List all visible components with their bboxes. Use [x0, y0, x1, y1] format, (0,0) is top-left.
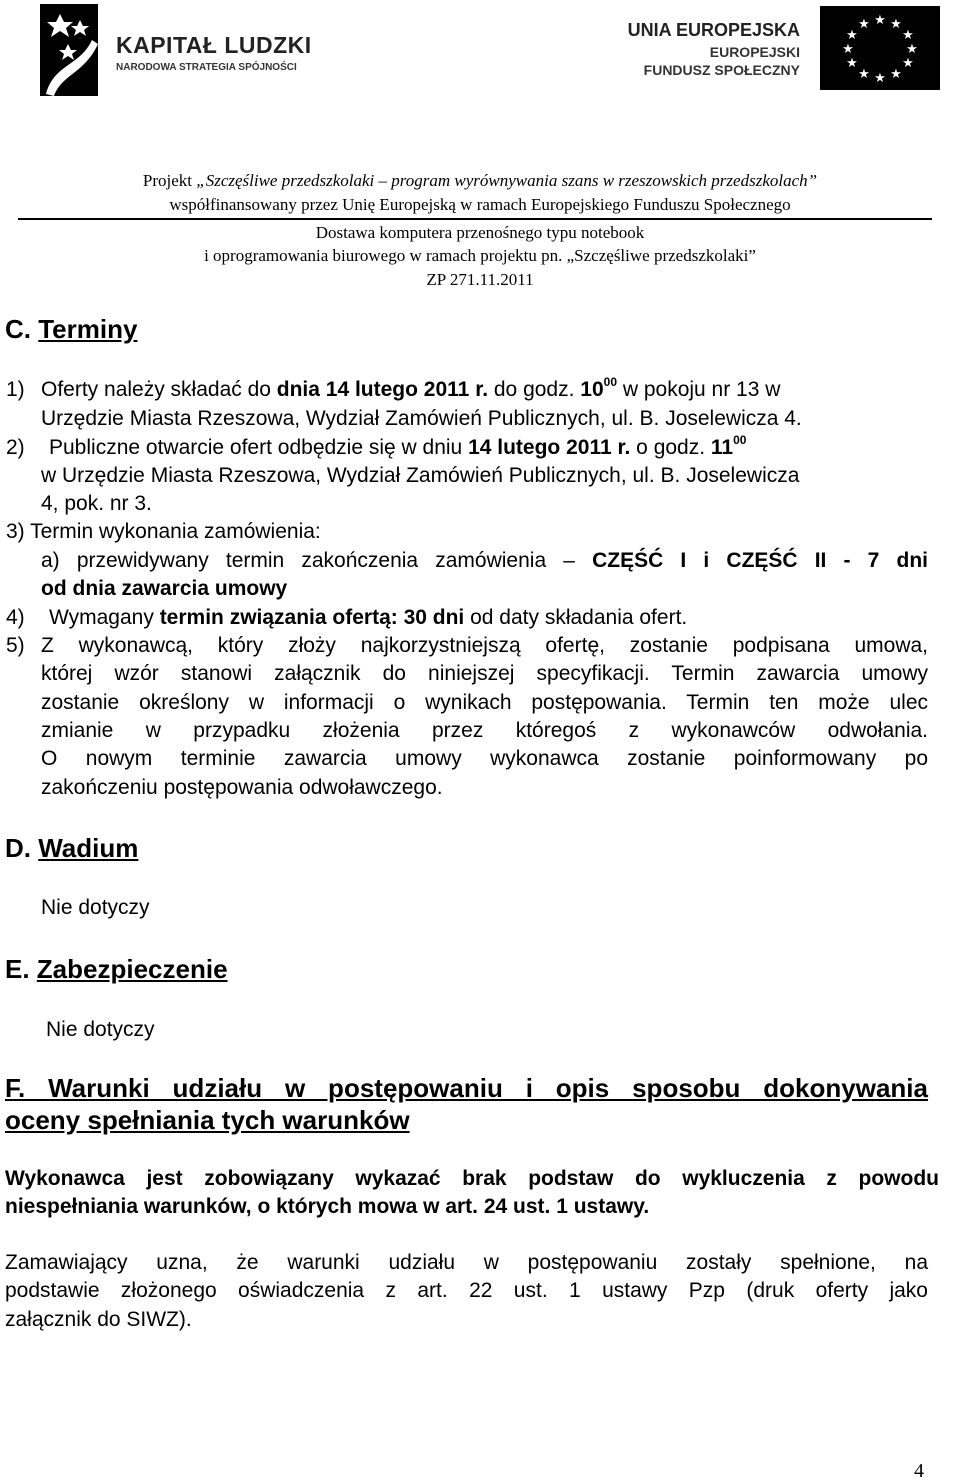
- c-item-5-line-1: Z wykonawcą, który złoży najkorzystniejszą ofertę, zostanie podpisana umowa,: [41, 634, 928, 657]
- section-f-p1-line-2: niespełniania warunków, o których mowa w art. 24 ust. 1 ustawy.: [5, 1195, 650, 1218]
- reference-number: ZP 271.11.2011: [426, 270, 534, 289]
- c-item-1-number: 1): [6, 378, 25, 401]
- c-item-2-line-3: 4, pok. nr 3.: [41, 492, 152, 515]
- c-item-5-line-3: zostanie określony w informacji o wynikach postępowania. Termin ten może ulec: [41, 691, 928, 714]
- project-prefix: Projekt: [142, 171, 197, 190]
- svg-text:★: ★: [846, 28, 858, 43]
- c-item-5-line-2: której wzór stanowi załącznik do niniejszej specyfikacji. Termin zawarcia umowy: [41, 662, 928, 685]
- delivery-line-2: i oprogramowania biurowego w ramach projektu pn. „Szczęśliwe przedszkolaki”: [204, 246, 756, 265]
- c-item-3-line-1: 3) Termin wykonania zamówienia:: [6, 520, 321, 543]
- svg-text:★: ★: [874, 71, 886, 86]
- eu-line1: UNIA EUROPEJSKA: [627, 20, 800, 40]
- section-e-body: Nie dotyczy: [46, 1018, 155, 1041]
- c-item-1-line-1: Oferty należy składać do dnia 14 lutego 2011 r. do godz. $10^{00}$ w pokoju nr 13 w: [41, 375, 781, 401]
- section-d-heading: [5, 833, 138, 864]
- c-item-5-line-6: zakończeniu postępowania odwoławczego.: [41, 776, 443, 799]
- section-d-body: Nie dotyczy: [41, 896, 150, 919]
- kapital-ludzki-emblem: [40, 4, 102, 96]
- section-c-title: Terminy: [38, 314, 138, 344]
- c-item-5-line-4: zmianie w przypadku złożenia przez któregoś z wykonawców odwołania.: [41, 719, 928, 742]
- section-f-p2-line-1: Zamawiający uzna, że warunki udziału w postępowaniu zostały spełnione, na: [5, 1251, 928, 1274]
- section-f-p1-line-1: Wykonawca jest zobowiązany wykazać brak podstaw do wykluczenia z powodu: [5, 1167, 939, 1190]
- project-name: „Szczęśliwe przedszkolaki – program wyrównywania szans w rzeszowskich przedszkolach”: [196, 171, 818, 190]
- section-d-letter: D.: [5, 833, 39, 863]
- svg-text:★: ★: [846, 56, 858, 71]
- section-f-title-line-2: oceny spełniania tych warunków: [5, 1105, 410, 1135]
- section-c-heading: [5, 314, 137, 345]
- eu-flag: [820, 6, 940, 90]
- kl-subtitle: NARODOWA STRATEGIA SPÓJNOŚCI: [116, 62, 297, 73]
- c-item-2-line-1: Publiczne otwarcie ofert odbędzie się w dniu 14 lutego 2011 r. o godz. $11^{00}$: [49, 433, 747, 459]
- kapital-ludzki-logo: [40, 4, 312, 96]
- section-f-p2-line-3: załącznik do SIWZ).: [5, 1308, 192, 1331]
- c-item-2-number: 2): [6, 436, 25, 459]
- c-item-3-line-3: od dnia zawarcia umowy: [41, 577, 288, 600]
- section-d-title: Wadium: [38, 833, 139, 863]
- section-c-letter: C.: [5, 314, 39, 344]
- c-item-5-number: 5): [6, 634, 25, 657]
- section-e-title: Zabezpieczenie: [36, 954, 228, 984]
- svg-text:★: ★: [858, 17, 870, 32]
- svg-text:★: ★: [858, 67, 870, 82]
- page-number: 4: [914, 1460, 924, 1482]
- section-f-title-line-1: F. Warunki udziału w postępowaniu i opis sposobu dokonywania: [5, 1073, 928, 1103]
- eu-line2: EUROPEJSKI: [709, 44, 800, 60]
- svg-text:★: ★: [902, 28, 914, 43]
- svg-text:★: ★: [902, 56, 914, 71]
- section-f-p2-line-2: podstawie złożonego oświadczenia z art. 22 ust. 1 ustawy Pzp (druk oferty jako: [5, 1279, 928, 1302]
- c-item-5-line-5: O nowym terminie zawarcia umowy wykonawca zostanie poinformowany po: [41, 747, 928, 770]
- eu-logo: [627, 6, 940, 96]
- svg-text:★: ★: [906, 42, 918, 57]
- svg-text:★: ★: [874, 13, 886, 28]
- eu-line3: FUNDUSZ SPOŁECZNY: [643, 62, 800, 78]
- c-item-3-line-2: a) przewidywany termin zakończenia zamówienia – CZĘŚĆ I i CZĘŚĆ II - 7 dni: [41, 549, 928, 572]
- c-item-2-line-2: w Urzędzie Miasta Rzeszowa, Wydział Zamówień Publicznych, ul. B. Joselewicza: [41, 464, 800, 487]
- c-item-4-number: 4): [6, 606, 25, 629]
- header-divider: [18, 218, 932, 220]
- kl-title: KAPITAŁ LUDZKI: [116, 32, 312, 58]
- c-item-1-line-2: Urzędzie Miasta Rzeszowa, Wydział Zamówień Publicznych, ul. B. Joselewicza 4.: [41, 407, 802, 430]
- svg-text:★: ★: [890, 17, 902, 32]
- c-item-4-text: Wymagany termin związania ofertą: 30 dni od daty składania ofert.: [49, 606, 688, 629]
- delivery-line-1: Dostawa komputera przenośnego typu notebook: [315, 223, 645, 242]
- cofinanced-line: współfinansowany przez Unię Europejską w ramach Europejskiego Funduszu Społecznego: [169, 195, 791, 214]
- project-line: [0, 171, 960, 191]
- svg-text:★: ★: [890, 67, 902, 82]
- section-e-heading: [5, 954, 228, 985]
- svg-text:★: ★: [842, 42, 854, 57]
- section-e-letter: E.: [5, 954, 37, 984]
